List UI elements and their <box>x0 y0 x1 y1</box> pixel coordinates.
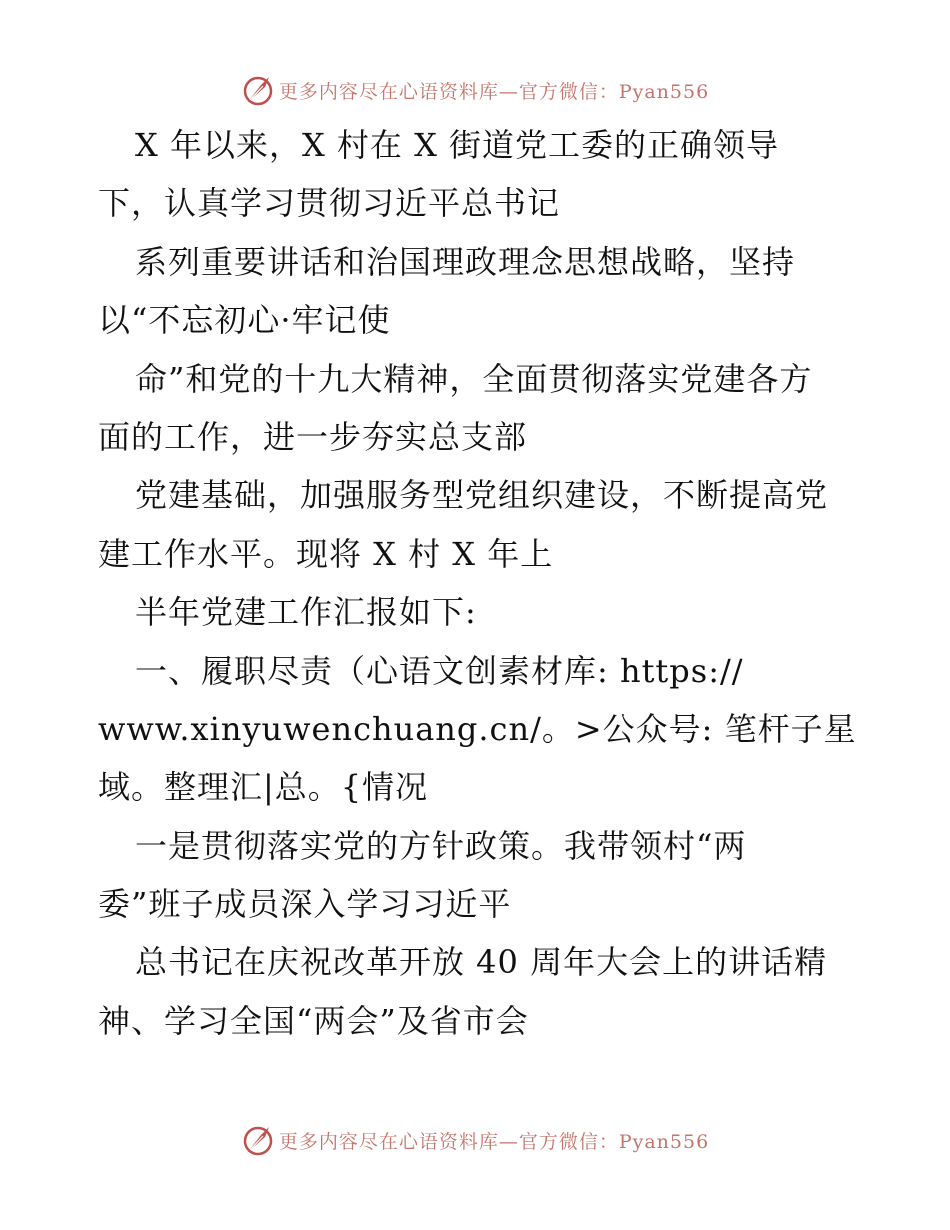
document-line: 一是贯彻落实党的方针政策。我带领村“两 <box>135 826 747 865</box>
document-line: 半年党建工作汇报如下: <box>135 593 477 632</box>
quill-circle-logo-icon <box>241 73 275 107</box>
document-line: 建工作水平。现将 X 村 X 年上 <box>98 534 554 573</box>
document-line: www.xinyuwenchuang.cn/。>公众号: 笔杆子星 <box>98 709 857 748</box>
header-banner-text: 更多内容尽在心语资料库—官方微信：Pyan556 <box>278 80 710 103</box>
document-line: 域。整理汇|总。{情况 <box>98 768 429 807</box>
footer-banner-text: 更多内容尽在心语资料库—官方微信：Pyan556 <box>278 1130 710 1153</box>
document-line: 面的工作，进一步夯实总支部 <box>98 417 528 456</box>
document-line: 一、履职尽责（心语文创素材库: https:// <box>135 651 744 690</box>
document-line: 神、学习全国“两会”及省市会 <box>98 1001 529 1040</box>
header-banner <box>0 70 950 110</box>
quill-circle-logo-icon <box>241 1123 275 1157</box>
document-line: 下，认真学习贯彻习近平总书记 <box>98 184 561 223</box>
document-line: 总书记在庆祝改革开放 40 周年大会上的讲话精 <box>135 943 828 982</box>
document-line: 命”和党的十九大精神，全面贯彻落实党建各方 <box>135 359 813 398</box>
document-body <box>98 116 878 1050</box>
document-line: 委”班子成员深入学习习近平 <box>98 885 512 924</box>
document-line: 以“不忘初心·牢记使 <box>98 301 391 340</box>
document-line: 系列重要讲话和治国理政理念思想战略，坚持 <box>135 242 796 281</box>
footer-banner <box>0 1120 950 1160</box>
document-line: 党建基础，加强服务型党组织建设，不断提高党 <box>135 476 829 515</box>
document-line: X 年以来，X 村在 X 街道党工委的正确领导 <box>135 126 780 164</box>
